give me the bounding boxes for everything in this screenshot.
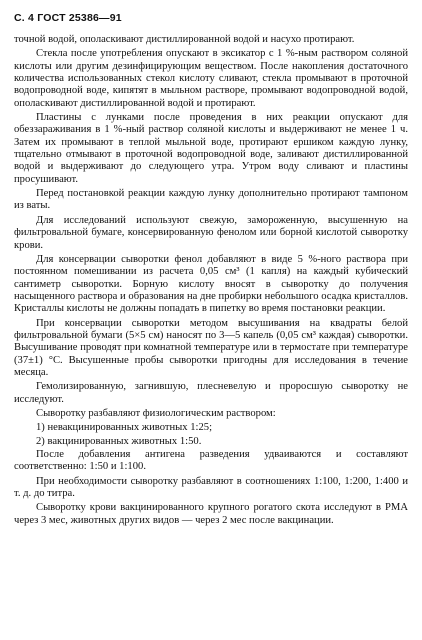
list-item: 2) вакцинированных животных 1:50. xyxy=(36,435,202,447)
paragraph: При консервации сыворотки методом высушивания на квадраты белой фильтровальной бумаги (5×5 см) наносят по 3—5 капель (0,05 см³ каждая) сыворотки. Высушивание проводят при комнатной температуре или в термостате при температуре (37±1) °С. Высушенные пробы сыворотки пригодны для исследования в течение месяца. xyxy=(14,317,408,378)
paragraph: Для исследований используют свежую, замороженную, высушенную на фильтровальной бумаге, консервированную фенолом или борной кислотой сыворотку крови. xyxy=(14,214,408,251)
paragraph: Перед постановкой реакции каждую лунку дополнительно протирают тампоном из ваты. xyxy=(14,188,408,212)
paragraph: При необходимости сыворотку разбавляют в соотношениях 1:100, 1:200, 1:400 и т. д. до титра. xyxy=(14,475,408,500)
page-header xyxy=(14,12,408,24)
list-item: 1) невакцинированных животных 1:25; xyxy=(36,422,213,434)
page-number: С. 4 xyxy=(14,12,35,24)
paragraph: точной водой, ополаскивают дистиллированной водой и насухо протирают. xyxy=(14,34,355,45)
paragraph: Пластины с лунками после проведения в них реакции опускают для обеззараживания в 1 %-ный раствор соляной кислоты и выдерживают не менее 1 ч. Затем их промывают в теплой мыльной воде, протирают ершиком каждую лунку, тщательно отмывают в проточной водопроводной воде, заливают дистиллированной водой и выдерживают до следующего утра. Утром воду сливают и пластины просушивают. xyxy=(14,112,408,185)
paragraph: После добавления антигена разведения удваиваются и составляют соответственно: 1:50 и 1:100. xyxy=(14,449,408,473)
paragraph: Сыворотку крови вакцинированного крупного рогатого скота исследуют в РМА через 3 мес, животных других видов — через 2 мес после вакцинации. xyxy=(14,502,408,526)
document-body xyxy=(14,34,408,527)
paragraph: Стекла после употребления опускают в эксикатор с 1 %-ным раствором соляной кислоты или другим дезинфицирующим веществом. После накопления достаточного количества использованных стекол кислоту сливают, стекла промывают в проточной водопроводной воде, кипятят в мыльном растворе, промывают водопроводной водой, ополаскивают дистиллированной водой и протирают. xyxy=(14,48,408,109)
standard-code: ГОСТ 25386—91 xyxy=(37,12,122,24)
paragraph: Для консервации сыворотки фенол добавляют в виде 5 %-ного раствора при постоянном помешивании из расчета 0,05 см³ (1 капля) на каждый кубический сантиметр сыворотки. Борную кислоту вносят в сыворотку до получения насыщенного раствора и образования на дне пробирки небольшого осадка кристаллов. Кристаллы кислоты не должны попадать в пипетку во время постановки реакции. xyxy=(14,253,408,315)
paragraph: Сыворотку разбавляют физиологическим раствором: xyxy=(36,407,276,419)
paragraph: Гемолизированную, загнившую, плесневелую и проросшую сыворотку не исследуют. xyxy=(14,381,408,405)
